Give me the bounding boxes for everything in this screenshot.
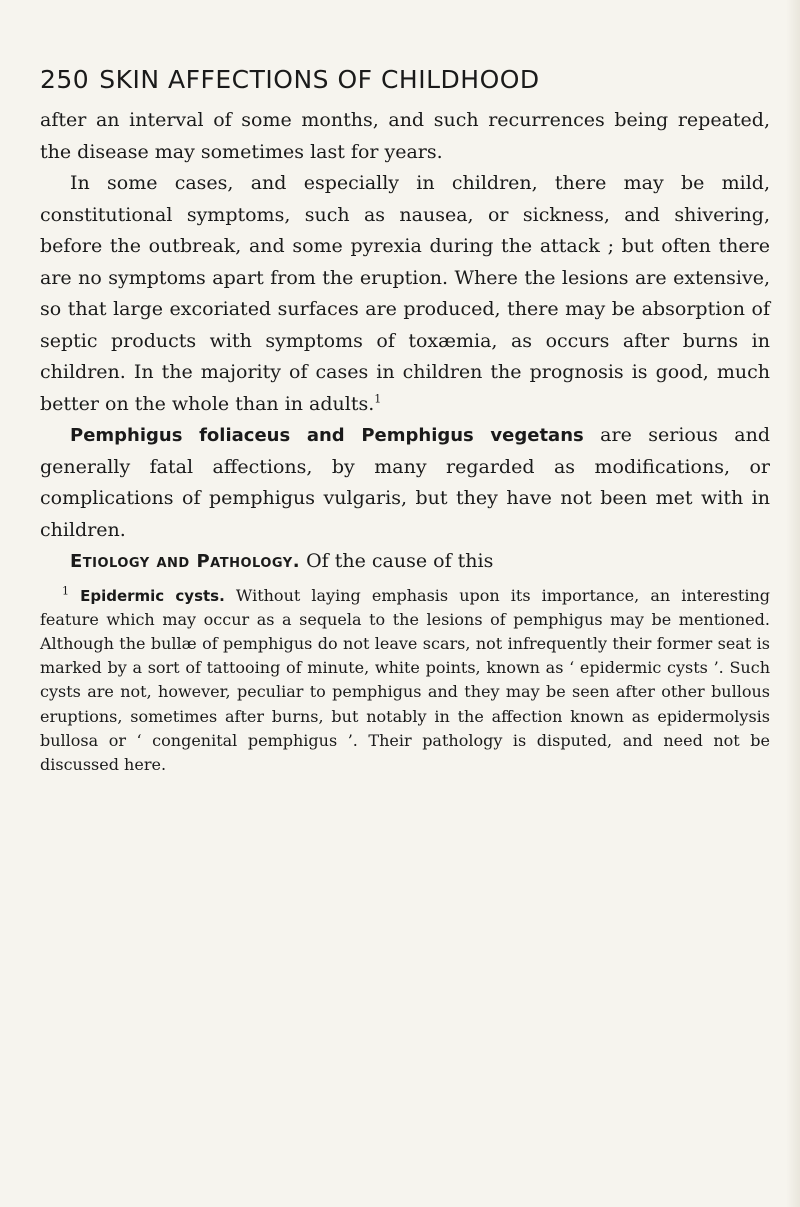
footnote-reference: 1	[374, 392, 382, 406]
paragraph-etiology	[40, 546, 770, 578]
paragraph-lead-term: Pemphigus foliaceus and Pemphigus vegetans	[70, 425, 584, 446]
running-header	[40, 60, 770, 100]
footnote-text: Without laying emphasis upon its importance, an interesting feature which may occur as a sequela to the lesions of pemphigus may be mentioned. Although the bullæ of pemphigus do not leave scars, not infrequently their former seat is marked by a sort of tattooing of minute, white points, known as ‘ epidermic cysts ’. Such cysts are not, however, peculiar to pemphigus and they may be seen after other bullous eruptions, sometimes after burns, but notably in the affection known as epidermolysis bullosa or ‘ congenital pemphigus ’. Their pathology is disputed, and need not be discussed here.	[40, 585, 771, 774]
footnote	[40, 584, 770, 778]
page-number: 250	[40, 65, 90, 94]
paragraph-pemphigus-variants	[40, 420, 770, 546]
paragraph-symptoms	[40, 168, 770, 420]
paragraph-pemphigus-variants-text: are serious and generally fatal affections, by many regarded as modifications, or complications of pemphigus vulgaris, but they have not been met with in children.	[40, 424, 770, 541]
running-title: SKIN AFFECTIONS OF CHILDHOOD	[99, 65, 540, 94]
paragraph-continuation: after an interval of some months, and such recurrences being repeated, the disease may sometimes last for years.	[40, 109, 770, 163]
page-edge-shadow	[786, 0, 800, 1207]
footnote-marker: 1	[62, 584, 69, 598]
paragraph-symptoms-text: In some cases, and especially in children, there may be mild, constitutional symptoms, such as nausea, or sickness, and shivering, before the outbreak, and some pyrexia during the attack ; but often there are no symptoms apart from the eruption. Where the lesions are extensive, so that large excoriated surfaces are produced, there may be absorption of septic products with symptoms of toxæmia, as occurs after burns in children. In the majority of cases in children the prognosis is good, much better on the whole than in adults.	[40, 172, 770, 415]
footnote-label: Epidermic cysts.	[80, 586, 225, 605]
section-heading-etiology: Etiology and Pathology.	[70, 551, 301, 572]
paragraph-etiology-text: Of the cause of this	[300, 550, 494, 572]
page-content	[40, 60, 770, 777]
